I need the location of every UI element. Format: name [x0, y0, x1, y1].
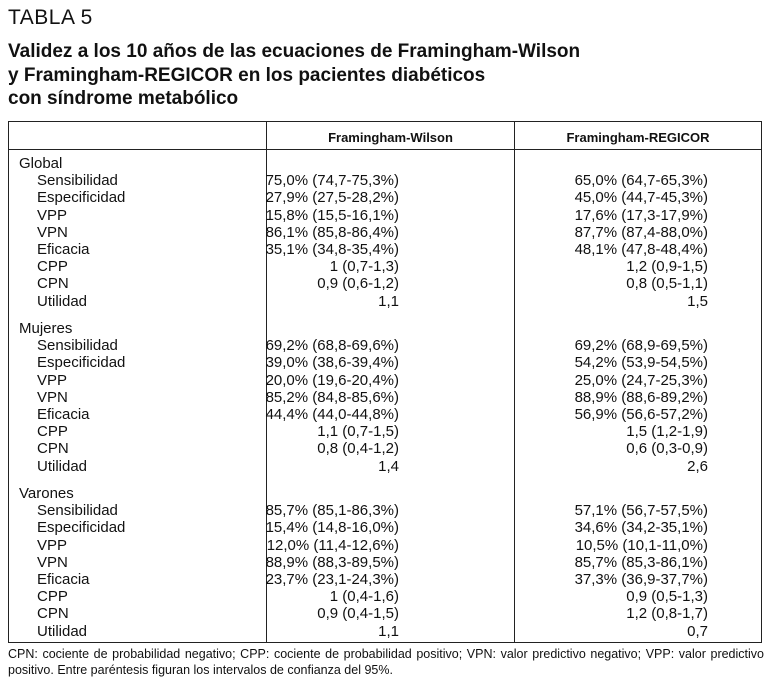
header-divider [9, 149, 761, 150]
framingham-wilson-value: 0,8 (0,4-1,2) [317, 440, 399, 458]
table-row [9, 354, 761, 371]
row-label: CPP [37, 258, 68, 276]
row-label: CPN [37, 275, 69, 293]
table-row [9, 372, 761, 389]
table-label: TABLA 5 [8, 6, 93, 29]
framingham-regicor-value: 48,1% (47,8-48,4%) [574, 241, 708, 258]
framingham-regicor-value: 1,5 (1,2-1,9) [626, 423, 708, 441]
framingham-regicor-value: 1,2 (0,8-1,7) [626, 605, 708, 623]
row-label: CPN [37, 605, 69, 623]
framingham-wilson-value: 27,9% (27,5-28,2%) [265, 189, 399, 207]
framingham-regicor-value: 57,1% (56,7-57,5%) [574, 502, 708, 520]
title-line: con síndrome metabólico [8, 88, 239, 109]
row-label: VPN [37, 223, 68, 241]
row-label: VPP [37, 536, 68, 554]
framingham-regicor-value: 2,6 [687, 457, 708, 475]
framingham-wilson-value: 1 (0,4-1,6) [329, 588, 399, 606]
row-label: CPP [37, 423, 68, 441]
table-row [9, 458, 761, 475]
framingham-wilson-value: 23,7% (23,1-24,3%) [265, 571, 399, 588]
table-row [9, 440, 761, 457]
table-row [9, 258, 761, 275]
results-table [8, 121, 762, 643]
row-label: Utilidad [37, 457, 88, 475]
table-row [9, 588, 761, 605]
framingham-regicor-value: 37,3% (36,9-37,7%) [574, 571, 708, 588]
framingham-wilson-value: 1 (0,7-1,3) [329, 258, 399, 276]
framingham-regicor-value: 87,7% (87,4-88,0%) [574, 223, 708, 241]
framingham-wilson-value: 0,9 (0,4-1,5) [317, 605, 399, 623]
row-label: Eficacia [37, 406, 90, 423]
table-row [9, 537, 761, 554]
table-row [9, 337, 761, 354]
framingham-regicor-value: 0,7 [687, 622, 708, 640]
framingham-wilson-value: 35,1% (34,8-35,4%) [265, 241, 399, 258]
group-row [9, 155, 761, 172]
framingham-wilson-value: 39,0% (38,6-39,4%) [265, 354, 399, 372]
framingham-regicor-value: 0,6 (0,3-0,9) [626, 440, 708, 458]
framingham-regicor-value: 85,7% (85,3-86,1%) [574, 553, 708, 571]
row-label: Sensibilidad [37, 337, 118, 355]
framingham-wilson-value: 15,8% (15,5-16,1%) [265, 206, 399, 224]
row-label: VPP [37, 206, 68, 224]
framingham-regicor-value: 1,5 [687, 292, 708, 310]
row-label: Especificidad [37, 354, 126, 372]
framingham-wilson-value: 75,0% (74,7-75,3%) [265, 172, 399, 190]
footnote: CPN: cociente de probabilidad negativo; CPP: cociente de probabilidad positivo; VPN: valor predictivo negativo; VPP: valor predictivo positivo. Entre paréntesis figuran los intervalos de confianza del 95%. [8, 647, 764, 677]
row-label: CPP [37, 588, 68, 606]
framingham-wilson-value: 88,9% (88,3-89,5%) [265, 553, 399, 571]
row-label: Especificidad [37, 519, 126, 537]
table-row [9, 423, 761, 440]
framingham-wilson-value: 1,1 [378, 292, 399, 310]
table-row [9, 172, 761, 189]
column-header-framingham-wilson: Framingham-Wilson [328, 130, 453, 145]
framingham-wilson-value: 85,2% (84,8-85,6%) [265, 388, 399, 406]
framingham-wilson-value: 1,1 (0,7-1,5) [317, 423, 399, 441]
framingham-wilson-value: 0,9 (0,6-1,2) [317, 275, 399, 293]
row-label: Eficacia [37, 241, 90, 258]
row-label: VPN [37, 553, 68, 571]
framingham-regicor-value: 0,9 (0,5-1,3) [626, 588, 708, 606]
framingham-wilson-value: 20,0% (19,6-20,4%) [265, 371, 399, 389]
group-label: Varones [19, 485, 74, 502]
framingham-wilson-value: 44,4% (44,0-44,8%) [265, 406, 399, 423]
row-label: Eficacia [37, 571, 90, 588]
framingham-regicor-value: 45,0% (44,7-45,3%) [574, 189, 708, 207]
framingham-regicor-value: 54,2% (53,9-54,5%) [574, 354, 708, 372]
table-row [9, 241, 761, 258]
table-row [9, 389, 761, 406]
framingham-regicor-value: 34,6% (34,2-35,1%) [574, 519, 708, 537]
table-row [9, 224, 761, 241]
column-header-framingham-regicor: Framingham-REGICOR [566, 130, 710, 145]
table-row [9, 502, 761, 519]
table-row [9, 623, 761, 640]
table-row [9, 519, 761, 536]
framingham-regicor-value: 25,0% (24,7-25,3%) [574, 371, 708, 389]
row-label: VPP [37, 371, 68, 389]
row-label: Sensibilidad [37, 172, 118, 190]
table-row [9, 207, 761, 224]
table-row [9, 293, 761, 310]
framingham-wilson-value: 69,2% (68,8-69,6%) [265, 337, 399, 355]
row-label: Especificidad [37, 189, 126, 207]
row-label: Utilidad [37, 292, 88, 310]
framingham-wilson-value: 86,1% (85,8-86,4%) [265, 223, 399, 241]
group-row [9, 485, 761, 502]
framingham-regicor-value: 56,9% (56,6-57,2%) [574, 406, 708, 423]
framingham-wilson-value: 15,4% (14,8-16,0%) [265, 519, 399, 537]
framingham-wilson-value: 1,4 [378, 457, 399, 475]
group-row [9, 320, 761, 337]
row-label: VPN [37, 388, 68, 406]
table-row [9, 605, 761, 622]
group-label: Mujeres [19, 320, 73, 337]
framingham-regicor-value: 10,5% (10,1-11,0%) [575, 536, 708, 554]
group-label: Global [19, 155, 63, 172]
table-row [9, 275, 761, 292]
framingham-regicor-value: 1,2 (0,9-1,5) [626, 258, 708, 276]
framingham-wilson-value: 1,1 [378, 622, 399, 640]
table-row [9, 554, 761, 571]
framingham-regicor-value: 69,2% (68,9-69,5%) [574, 337, 708, 355]
framingham-wilson-value: 85,7% (85,1-86,3%) [265, 502, 399, 520]
framingham-regicor-value: 0,8 (0,5-1,1) [626, 275, 708, 293]
framingham-regicor-value: 65,0% (64,7-65,3%) [574, 172, 708, 190]
framingham-regicor-value: 17,6% (17,3-17,9%) [574, 206, 708, 224]
framingham-wilson-value: 12,0% (11,4-12,6%) [266, 536, 399, 554]
title-line: Validez a los 10 años de las ecuaciones de Framingham-Wilson [8, 41, 581, 62]
table-title [8, 40, 748, 111]
row-label: Utilidad [37, 622, 88, 640]
table-row [9, 571, 761, 588]
row-label: Sensibilidad [37, 502, 118, 520]
row-label: CPN [37, 440, 69, 458]
table-row [9, 189, 761, 206]
title-line: y Framingham-REGICOR en los pacientes diabéticos [8, 64, 486, 86]
framingham-regicor-value: 88,9% (88,6-89,2%) [574, 388, 708, 406]
table-row [9, 406, 761, 423]
